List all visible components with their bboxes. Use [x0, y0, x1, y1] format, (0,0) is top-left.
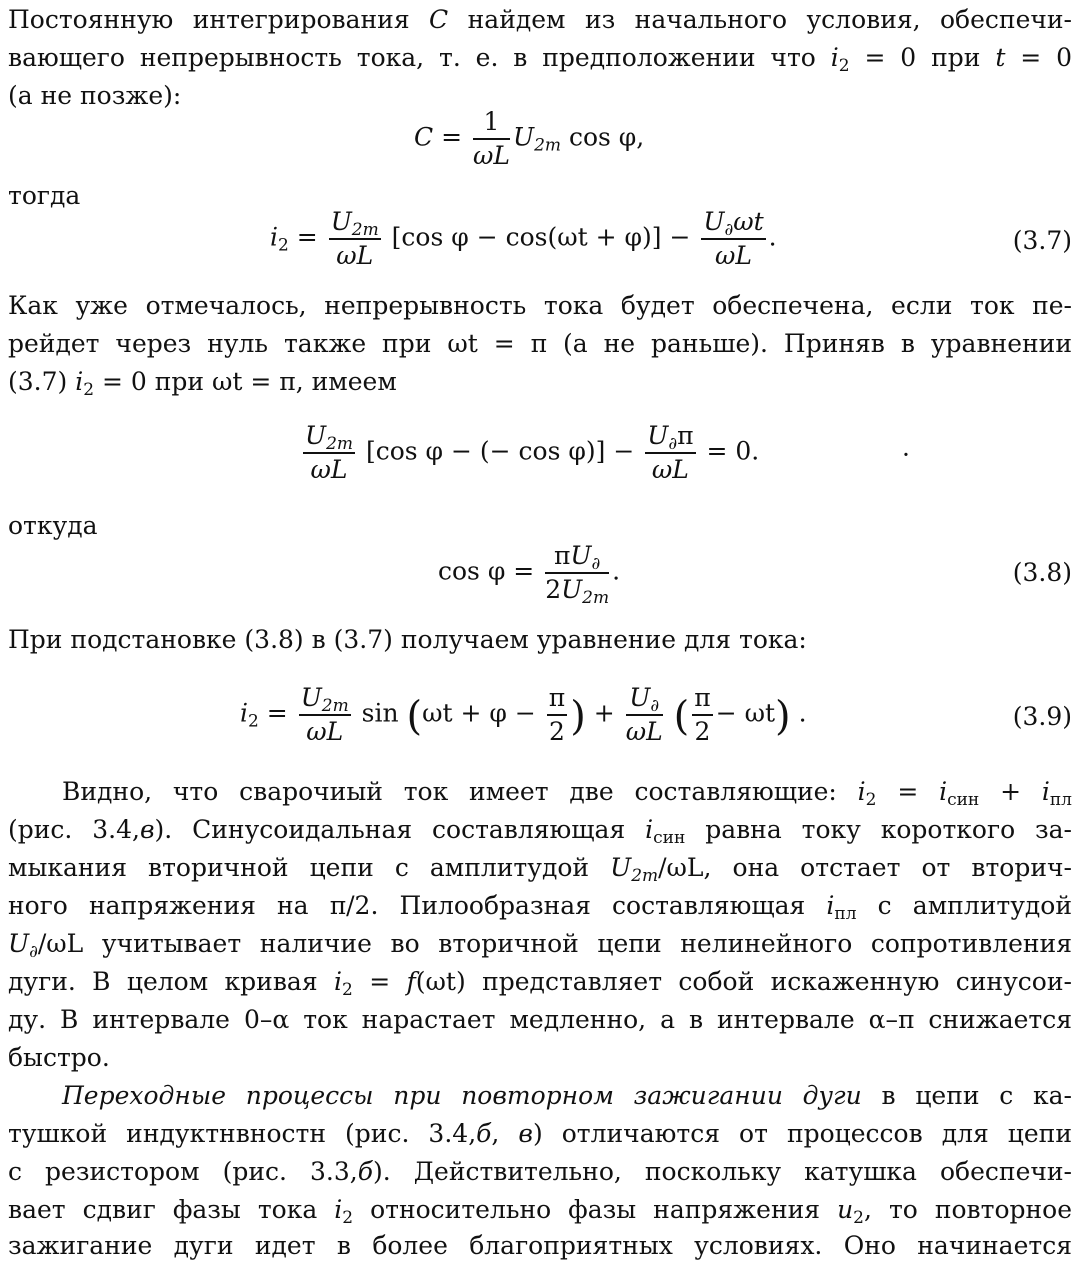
text-line: откуда — [8, 511, 98, 540]
fraction: $\frac{U_{2m}}{\omega L}$ — [305, 421, 354, 484]
equation-3-9: $i_2$ = $\frac{U_{2m}}{\omega L}$ sin (ωt + φ − $\frac{\pi}{2}$ ) + $\frac{U_\partial}{\omega L}$ ( $\frac{\pi}{2}$ − ωt) . — [240, 683, 807, 746]
text-line: (3.7) $i_2 = 0$ при ωt = π, имеем — [8, 367, 397, 400]
fraction: $\frac{U_\partial\pi}{\omega L}$ — [647, 421, 694, 484]
open-paren: ( — [406, 693, 423, 740]
text-line: (рис. 3.4,в). Синусоидальная составляющая $i_{син}$ равна току короткого за- — [8, 815, 1072, 848]
text-line: вающего непрерывность тока, т. е. в предположении что $i_2 = 0$ при t = 0 — [8, 43, 1072, 76]
fraction: $\frac{\pi}{2}$ — [548, 683, 566, 746]
equation-c: C = $\frac{1}{\omega L}$ $U_{2m}$ cos φ, — [414, 107, 645, 170]
text-line: Постоянную интегрирования C найдем из начального условия, обеспечи- — [8, 5, 1073, 34]
close-paren: ) — [775, 693, 791, 740]
text-line: Переходные процессы при повторном зажигании дуги в цепи с ка- — [62, 1081, 1072, 1110]
text-line: быстро. — [8, 1043, 110, 1072]
open-paren: ( — [673, 693, 690, 740]
equation-zero: $\frac{U_{2m}}{\omega L}$ [cos φ − (− cos φ)] − $\frac{U_\partial\pi}{\omega L}$ = 0. — [305, 421, 760, 484]
text-line: Видно, что сварочиый ток имеет две составляющие: $i_2 = i_{син} + i_{пл}$ — [62, 777, 1072, 810]
text-line: дуги. В целом кривая $i_2 = f(\omega t)$ представляет собой искаженную синусои- — [8, 967, 1072, 1000]
close-paren: ) — [570, 693, 586, 740]
text-line: зажигание дуги идет в более благоприятных условиях. Оно начинается — [8, 1231, 1072, 1260]
equation-number: (3.8) — [1012, 558, 1072, 587]
text-line: рейдет через нуль также при ωt = π (а не раньше). Приняв в уравнении — [8, 329, 1072, 358]
stray-mark: · — [902, 440, 910, 469]
equation-number: (3.7) — [1012, 226, 1072, 255]
text-line: тушкой индуктнвностн (рис. 3.4,б, в) отличаются от процессов для цепи — [8, 1119, 1072, 1148]
text-line: При подстановке (3.8) в (3.7) получаем уравнение для тока: — [8, 625, 807, 654]
text-line: вает сдвиг фазы тока $i_2$ относительно фазы напряжения $u_2$, то повторное — [8, 1195, 1073, 1228]
text-line: ного напряжения на π/2. Пилообразная составляющая $i_{пл}$ с амплитудой — [8, 891, 1073, 924]
equation-3-8: cos φ = $\frac{\pi U_\partial}{2U_{2m}}$ . — [438, 541, 621, 608]
text-line: тогда — [8, 181, 81, 210]
fraction: $\frac{U_\partial\omega t}{\omega L}$ — [703, 207, 764, 270]
equation-3-7: $i_2$ = $\frac{U_{2m}}{\omega L}$ [cos φ − cos(ωt + φ)] − $\frac{U_\partial\omega t}{\omega L}$ . — [270, 207, 777, 270]
fraction: $\frac{\pi U_\partial}{2U_{2m}}$ — [545, 541, 610, 608]
text-line: Как уже отмечалось, непрерывность тока будет обеспечена, если ток пе- — [8, 291, 1072, 320]
text-line: $U_\partial/\omega L$ учитывает наличие во вторичной цепи нелинейного сопротивления — [8, 929, 1072, 962]
fraction: $\frac{U_{2m}}{\omega L}$ — [330, 207, 379, 270]
text-line: с резистором (рис. 3.3,б). Действительно, поскольку катушка обеспечи- — [8, 1157, 1072, 1186]
equation-number: (3.9) — [1012, 702, 1072, 731]
fraction: $\frac{U_\partial}{\omega L}$ — [625, 683, 663, 746]
fraction: $\frac{1}{\omega L}$ — [472, 107, 510, 170]
text-line: мыкания вторичной цепи с амплитудой $U_{2m}/\omega L$, она отстает от вторич- — [8, 853, 1072, 886]
text-line: (а не позже): — [8, 81, 182, 110]
fraction: $\frac{\pi}{2}$ — [694, 683, 711, 746]
text-line: ду. В интервале 0–α ток нарастает медленно, а в интервале α–π снижается — [8, 1005, 1072, 1034]
fraction: $\frac{U_{2m}}{\omega L}$ — [300, 683, 349, 746]
